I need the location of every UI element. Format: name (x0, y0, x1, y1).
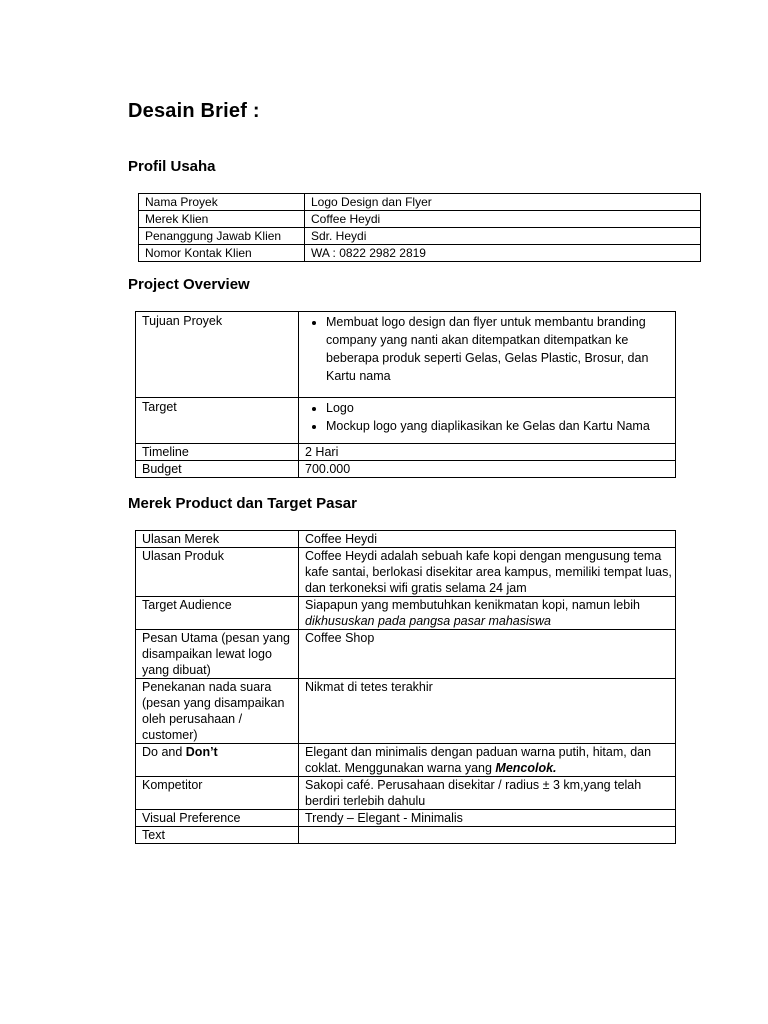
kompetitor-label: Kompetitor (136, 777, 299, 810)
list-item: • Membuat logo design dan flyer untuk membantu branding company yang nanti akan ditempatkan ditempatkan ke beberapa produk seperti Gelas, Gelas Plastic, Brosur, dan Kartu nama (326, 313, 675, 385)
ulasan-merek-label: Ulasan Merek (136, 531, 299, 548)
target-value (299, 398, 676, 444)
budget-value: 700.000 (299, 461, 676, 478)
visual-preference-label: Visual Preference (136, 810, 299, 827)
tujuan-label: Tujuan Proyek (136, 312, 299, 398)
table-row (139, 245, 701, 262)
table-row (136, 444, 676, 461)
ulasan-produk-value: Coffee Heydi adalah sebuah kafe kopi dengan mengusung tema kafe santai, berlokasi disekitar area kampus, memiliki tempat luas, dan terkoneksi wifi gratis selama 24 jam (299, 548, 676, 597)
target-list (305, 399, 675, 435)
row-value: Coffee Heydi (305, 211, 701, 228)
target-audience-label: Target Audience (136, 597, 299, 630)
budget-label: Budget (136, 461, 299, 478)
target-audience-text: Siapapun yang membutuhkan kenikmatan kopi, namun lebih (305, 598, 640, 612)
table-row (136, 461, 676, 478)
merek-product-table (135, 530, 676, 844)
row-value: WA : 0822 2982 2819 (305, 245, 701, 262)
row-label: Merek Klien (139, 211, 305, 228)
table-row (139, 194, 701, 211)
do-dont-value (299, 744, 676, 777)
do-value-text: Elegant dan minimalis dengan paduan warna putih, hitam, dan coklat. Menggunakan warna yang (305, 745, 652, 775)
list-item: • Logo (326, 399, 675, 417)
table-row (136, 597, 676, 630)
row-value: Logo Design dan Flyer (305, 194, 701, 211)
table-row (139, 211, 701, 228)
do-value-emphasis: Mencolok. (495, 761, 557, 775)
profil-usaha-table (138, 193, 701, 262)
tujuan-value (299, 312, 676, 398)
table-row (139, 228, 701, 245)
timeline-value: 2 Hari (299, 444, 676, 461)
row-label: Nomor Kontak Klien (139, 245, 305, 262)
row-label: Nama Proyek (139, 194, 305, 211)
do-label-text: Do and (142, 745, 186, 759)
section-heading-profil: Profil Usaha (128, 158, 216, 175)
kompetitor-value: Sakopi café. Perusahaan disekitar / radius ± 3 km,yang telah berdiri terlebih dahulu (299, 777, 676, 810)
target-audience-italic: dikhususkan pada pangsa pasar mahasiswa (305, 614, 551, 628)
table-row (136, 827, 676, 844)
timeline-label: Timeline (136, 444, 299, 461)
pesan-utama-label: Pesan Utama (pesan yang disampaikan lewat logo yang dibuat) (136, 630, 299, 679)
do-dont-label (136, 744, 299, 777)
visual-preference-value: Trendy – Elegant - Minimalis (299, 810, 676, 827)
document-title: Desain Brief : (128, 100, 260, 122)
text-label: Text (136, 827, 299, 844)
table-row (136, 810, 676, 827)
section-heading-merek: Merek Product dan Target Pasar (128, 495, 357, 512)
text-value (299, 827, 676, 844)
penekanan-label: Penekanan nada suara (pesan yang disampaikan oleh perusahaan / customer) (136, 679, 299, 744)
table-row (136, 398, 676, 444)
pesan-utama-value: Coffee Shop (299, 630, 676, 679)
table-row (136, 630, 676, 679)
table-row (136, 777, 676, 810)
section-heading-overview: Project Overview (128, 276, 250, 293)
table-row (136, 312, 676, 398)
table-row (136, 548, 676, 597)
target-label: Target (136, 398, 299, 444)
list-item: • Mockup logo yang diaplikasikan ke Gelas dan Kartu Nama (326, 417, 675, 435)
target-audience-value (299, 597, 676, 630)
row-value: Sdr. Heydi (305, 228, 701, 245)
project-overview-table (135, 311, 676, 478)
table-row (136, 531, 676, 548)
ulasan-produk-label: Ulasan Produk (136, 548, 299, 597)
table-row (136, 744, 676, 777)
dont-label-text: Don’t (185, 745, 218, 759)
penekanan-value: Nikmat di tetes terakhir (299, 679, 676, 744)
tujuan-list (305, 313, 675, 385)
table-row (136, 679, 676, 744)
row-label: Penanggung Jawab Klien (139, 228, 305, 245)
ulasan-merek-value: Coffee Heydi (299, 531, 676, 548)
